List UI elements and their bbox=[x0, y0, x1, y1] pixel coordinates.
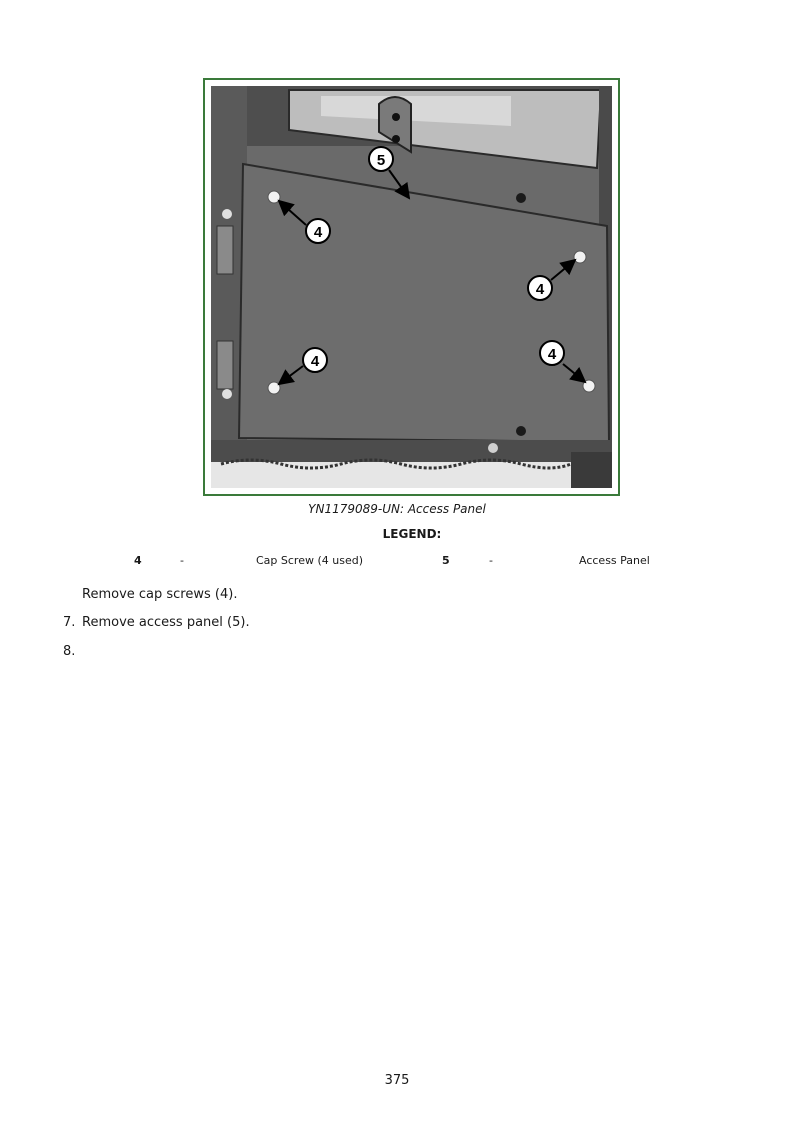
step-number: 8. bbox=[63, 644, 76, 659]
figure-frame bbox=[203, 78, 620, 496]
legend-text: Cap Screw (4 used) bbox=[256, 554, 364, 567]
legend-text: Access Panel bbox=[579, 554, 650, 567]
callout-4-label: 4 bbox=[310, 353, 320, 370]
callout-4-label: 4 bbox=[547, 346, 557, 363]
callout-4-label: 4 bbox=[313, 224, 323, 241]
callout-4-label: 4 bbox=[535, 281, 545, 298]
access-panel-illustration bbox=[211, 86, 612, 488]
page-number: 375 bbox=[384, 1073, 410, 1088]
legend-number: 5 bbox=[442, 554, 450, 567]
callout-5-label: 5 bbox=[376, 152, 386, 169]
step-number: 7. bbox=[63, 615, 76, 630]
figure-caption: YN1179089-UN: Access Panel bbox=[308, 502, 486, 516]
step-text: Remove access panel (5). bbox=[82, 615, 250, 630]
legend-dash: - bbox=[489, 554, 493, 567]
legend-number: 4 bbox=[134, 554, 142, 567]
legend-title: LEGEND: bbox=[382, 527, 442, 541]
step-text: Remove cap screws (4). bbox=[82, 587, 238, 602]
legend-dash: - bbox=[180, 554, 184, 567]
